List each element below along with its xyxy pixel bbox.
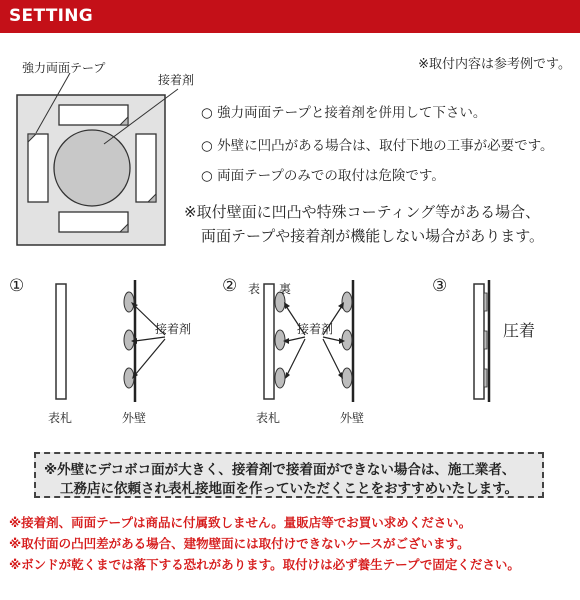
warning-line-2: 両面テープや接着剤が機能しない場合があります。 xyxy=(201,227,545,245)
step-3-press-label: 圧着 xyxy=(503,321,536,340)
step-2-plate-label: 表札 xyxy=(256,411,281,425)
notice-line-2: 工務店に依頼され表札接地面を作っていただくことをおすすめいたします。 xyxy=(60,481,519,497)
warning-line-1: ※取付壁面に凹凸や特殊コーティング等がある場合、 xyxy=(184,203,541,221)
step-2-front-label: 表 xyxy=(248,282,261,296)
step-1-wall-label: 外壁 xyxy=(122,411,147,425)
step-2-adhesive-label: 接着剤 xyxy=(297,322,334,336)
red-note-item: ※接着剤、両面テープは商品に付属致しません。量販店等でお買い求めください。 xyxy=(9,515,472,530)
step-3-number: ③ xyxy=(432,276,448,296)
notice-box xyxy=(34,452,544,498)
red-note-item: ※取付面の凸凹差がある場合、建物壁面には取付けできないケースがございます。 xyxy=(9,536,470,551)
step-2-back-label: 裏 xyxy=(279,282,292,296)
step-2-number: ② xyxy=(222,276,238,296)
bullet-item: ○ 両面テープのみでの取付は危険です。 xyxy=(201,168,445,184)
adhesive-label: 接着剤 xyxy=(158,73,195,87)
step-1-plate-label: 表札 xyxy=(48,411,73,425)
disclaimer-note: ※取付内容は参考例です。 xyxy=(418,57,571,72)
bullet-item: ○ 強力両面テープと接着剤を併用して下さい。 xyxy=(201,105,487,121)
notice-line-1: ※外壁にデコボコ面が大きく、接着剤で接着面ができない場合は、施工業者、 xyxy=(44,462,516,478)
step-2-wall-label: 外壁 xyxy=(340,411,365,425)
step-1-number: ① xyxy=(9,276,25,296)
red-note-item: ※ボンドが乾くまでは落下する恐れがあります。取付けは必ず養生テープで固定ください。 xyxy=(9,557,520,572)
bullet-item: ○ 外壁に凹凸がある場合は、取付下地の工事が必要です。 xyxy=(201,138,554,154)
step-1-adhesive-label: 接着剤 xyxy=(155,322,192,336)
section-title: SETTING xyxy=(9,6,94,26)
tape-label: 強力両面テープ xyxy=(22,61,106,75)
